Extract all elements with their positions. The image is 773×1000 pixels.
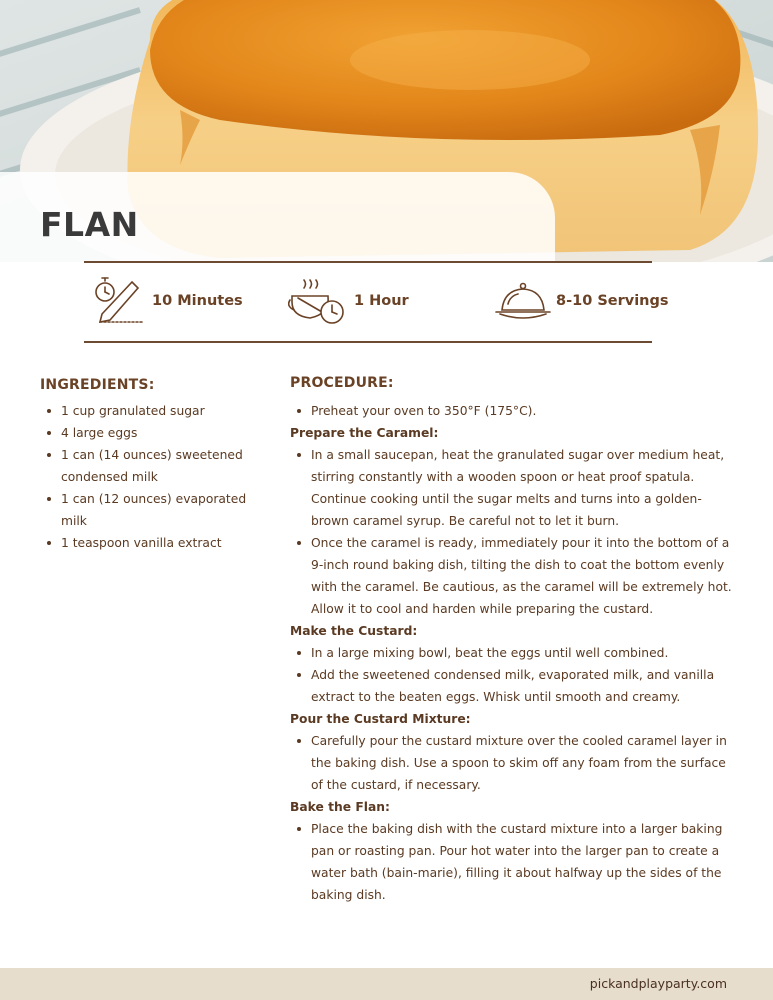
list-item: 1 can (14 ounces) sweetened condensed milk (40, 444, 262, 488)
recipe-title: FLAN (40, 205, 139, 244)
list-item: Add the sweetened condensed milk, evaporated milk, and vanilla extract to the beaten eggs. Whisk until smooth and creamy. (290, 664, 738, 708)
list-item: Preheat your oven to 350°F (175°C). (290, 400, 738, 422)
section-title-bake: Bake the Flan: (290, 800, 390, 814)
list-item: 1 cup granulated sugar (40, 400, 262, 422)
procedure-body (290, 400, 738, 906)
list-item: 1 can (12 ounces) evaporated milk (40, 488, 262, 532)
section-title-custard: Make the Custard: (290, 624, 418, 638)
section-steps-caramel (290, 444, 738, 620)
section-steps-custard (290, 642, 738, 708)
stat-servings (494, 276, 669, 326)
cloche-icon (494, 276, 552, 326)
footer-bar (0, 968, 773, 1000)
footer-site-link[interactable]: pickandplayparty.com (589, 976, 727, 991)
section-steps-bake (290, 818, 738, 906)
stats-bottom-rule (84, 341, 652, 343)
list-item: 1 teaspoon vanilla extract (40, 532, 262, 554)
section-title-caramel: Prepare the Caramel: (290, 426, 439, 440)
list-item: Place the baking dish with the custard mixture into a larger baking pan or roasting pan. Pour hot water into the larger pan to create a water bath (bain-marie), filling it about halfway up the sides of the baking dish. (290, 818, 738, 906)
stat-cook-label: 1 Hour (354, 293, 409, 309)
stat-servings-label: 8-10 Servings (556, 293, 669, 309)
timer-knife-icon (92, 276, 148, 326)
ingredients-heading: INGREDIENTS: (40, 377, 155, 393)
stat-cook-time (288, 276, 409, 326)
ingredients-list (40, 400, 262, 554)
procedure-heading: PROCEDURE: (290, 375, 394, 391)
pan-clock-icon (288, 276, 350, 326)
list-item: 4 large eggs (40, 422, 262, 444)
stat-prep-label: 10 Minutes (152, 293, 243, 309)
list-item: Carefully pour the custard mixture over the cooled caramel layer in the baking dish. Use a spoon to skim off any foam from the surface of the custard, if necessary. (290, 730, 738, 796)
section-steps-pour (290, 730, 738, 796)
section-title-pour: Pour the Custard Mixture: (290, 712, 471, 726)
procedure-intro (290, 400, 738, 422)
stats-top-rule (84, 261, 652, 263)
stat-prep-time (92, 276, 243, 326)
list-item: In a large mixing bowl, beat the eggs until well combined. (290, 642, 738, 664)
list-item: Once the caramel is ready, immediately pour it into the bottom of a 9-inch round baking dish, tilting the dish to coat the bottom evenly with the caramel. Be cautious, as the caramel will be extremely hot. Allow it to cool and harden while preparing the custard. (290, 532, 738, 620)
list-item: In a small saucepan, heat the granulated sugar over medium heat, stirring constantly with a wooden spoon or heat proof spatula. Continue cooking until the sugar melts and turns into a golden-brown caramel syrup. Be careful not to let it burn. (290, 444, 738, 532)
